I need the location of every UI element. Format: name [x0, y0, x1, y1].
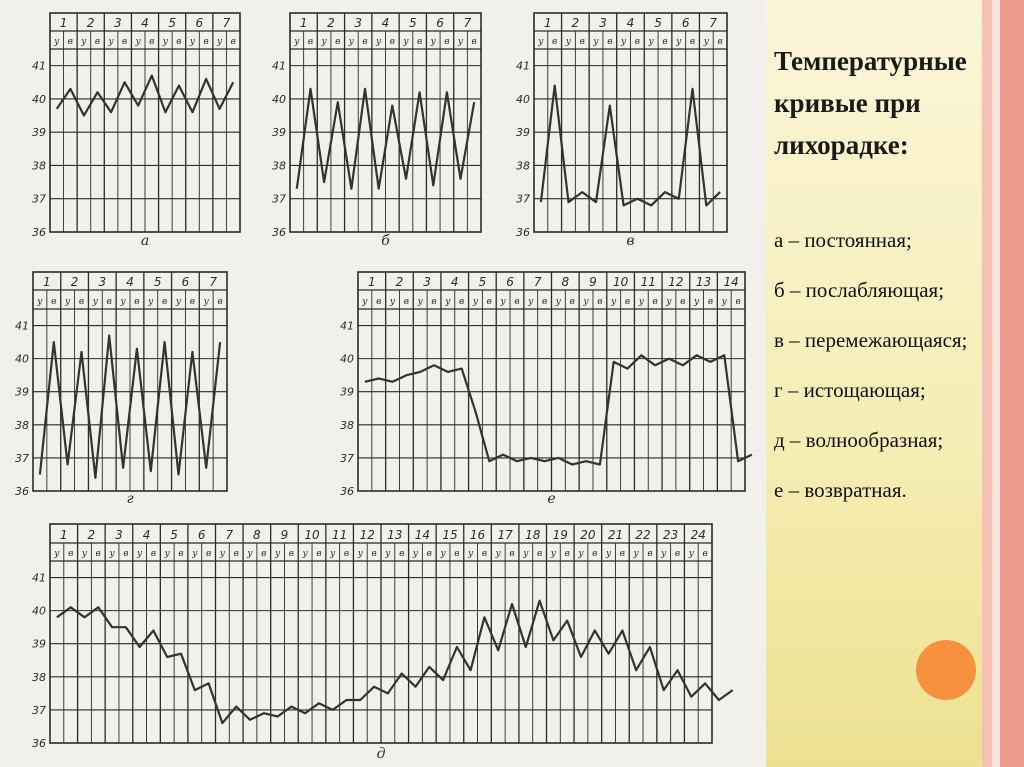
y-tick-label: 36 — [32, 737, 46, 750]
time-of-day-label: у — [500, 297, 506, 307]
time-of-day-label: в — [67, 37, 73, 47]
time-of-day-label: у — [164, 549, 170, 559]
time-of-day-label: у — [357, 549, 363, 559]
time-of-day-label: в — [416, 37, 423, 47]
y-tick-label: 41 — [272, 59, 286, 73]
time-of-day-label: у — [538, 37, 544, 47]
time-of-day-label: в — [607, 37, 613, 47]
time-of-day-label: у — [162, 37, 168, 47]
time-of-day-label: у — [247, 549, 253, 559]
time-of-day-label: в — [597, 297, 603, 307]
time-of-day-label: в — [619, 549, 625, 559]
day-label: 12 — [668, 275, 684, 289]
time-of-day-label: у — [472, 297, 479, 307]
time-of-day-label: у — [638, 297, 644, 307]
y-tick-label: 39 — [272, 126, 286, 140]
time-of-day-label: в — [674, 549, 681, 559]
y-tick-label: 40 — [32, 604, 46, 618]
decor-stripe — [992, 0, 1000, 767]
time-of-day-label: в — [592, 549, 598, 559]
time-of-day-label: у — [605, 549, 612, 559]
time-of-day-label: в — [680, 297, 686, 307]
time-of-day-label: у — [148, 297, 154, 307]
y-tick-label: 41 — [340, 319, 354, 333]
time-of-day-label: в — [707, 297, 714, 307]
day-label: 24 — [690, 528, 706, 542]
time-of-day-label: у — [203, 297, 209, 307]
time-of-day-label: у — [528, 297, 534, 307]
y-tick-label: 38 — [15, 418, 29, 432]
day-label: 5 — [153, 275, 162, 289]
y-tick-label: 39 — [516, 126, 530, 140]
y-tick-label: 37 — [516, 192, 530, 206]
y-tick-label: 40 — [340, 352, 354, 366]
time-of-day-label: в — [536, 549, 543, 559]
chart-letter-label: г — [126, 491, 134, 507]
day-label: 10 — [612, 275, 629, 289]
time-of-day-label: в — [316, 549, 322, 559]
time-of-day-label: у — [666, 297, 672, 307]
time-of-day-label: у — [593, 37, 599, 47]
day-label: 22 — [635, 528, 651, 542]
day-label: 11 — [640, 275, 656, 289]
temperature-chart — [15, 272, 227, 507]
time-of-day-label: у — [362, 297, 368, 307]
y-tick-label: 36 — [340, 485, 354, 498]
day-label: 4 — [381, 16, 390, 30]
time-of-day-label: в — [150, 549, 157, 559]
time-of-day-label: у — [457, 37, 464, 47]
time-of-day-label: у — [495, 549, 501, 559]
fever-type-legend — [774, 228, 1014, 528]
time-of-day-label: у — [302, 549, 308, 559]
day-label: 7 — [222, 16, 231, 30]
time-of-day-label: у — [633, 549, 639, 559]
y-tick-label: 41 — [516, 59, 530, 73]
temperature-chart — [272, 13, 481, 249]
time-of-day-label: в — [735, 297, 741, 307]
time-of-day-label: у — [676, 37, 682, 47]
day-label: 4 — [626, 16, 635, 30]
chart-letter-label: в — [626, 233, 635, 249]
day-label: 20 — [580, 528, 596, 542]
chart-letter-label: д — [376, 746, 386, 762]
time-of-day-label: у — [550, 549, 557, 559]
day-label: 7 — [709, 16, 718, 30]
day-label: 2 — [327, 16, 335, 30]
day-label: 1 — [59, 528, 68, 542]
y-tick-label: 41 — [32, 571, 46, 585]
y-tick-label: 40 — [272, 92, 286, 106]
time-of-day-label: в — [203, 37, 209, 47]
day-label: 2 — [395, 275, 404, 289]
day-label: 6 — [436, 16, 444, 30]
day-label: 1 — [59, 16, 68, 30]
title-line: лихорадке: — [774, 130, 909, 160]
time-of-day-label: в — [122, 37, 128, 47]
day-label: 2 — [86, 16, 95, 30]
time-of-day-label: в — [564, 549, 570, 559]
time-of-day-label: у — [412, 549, 419, 559]
y-tick-label: 38 — [340, 418, 354, 432]
time-of-day-label: в — [205, 549, 212, 559]
time-of-day-label: у — [348, 37, 355, 47]
y-tick-label: 37 — [272, 192, 286, 206]
day-label: 14 — [723, 275, 739, 289]
day-label: 9 — [589, 275, 597, 289]
legend-item: а – постоянная; — [774, 228, 912, 252]
time-of-day-label: у — [583, 297, 589, 307]
y-tick-label: 41 — [15, 319, 29, 333]
day-label: 19 — [552, 528, 568, 542]
y-tick-label: 37 — [32, 192, 46, 206]
day-label: 4 — [142, 528, 151, 542]
time-of-day-label: в — [78, 297, 85, 307]
time-of-day-label: в — [403, 297, 409, 307]
time-of-day-label: у — [321, 37, 327, 47]
time-of-day-label: в — [481, 549, 488, 559]
time-of-day-label: у — [274, 549, 281, 559]
y-tick-label: 41 — [32, 59, 46, 73]
day-label: 4 — [141, 16, 149, 30]
day-label: 5 — [408, 16, 417, 30]
time-of-day-label: в — [95, 549, 101, 559]
time-of-day-label: у — [403, 37, 409, 47]
title-line: Температурные — [774, 46, 967, 76]
time-of-day-label: в — [68, 549, 74, 559]
legend-item: д – волнообразная; — [774, 428, 944, 452]
day-label: 8 — [561, 275, 570, 289]
legend-item: в – перемежающаяся; — [774, 328, 968, 352]
time-of-day-label: в — [624, 297, 631, 307]
day-label: 1 — [43, 275, 51, 289]
time-of-day-label: у — [578, 549, 584, 559]
day-label: 3 — [115, 528, 123, 542]
y-tick-label: 36 — [516, 226, 530, 239]
day-label: 5 — [168, 16, 176, 30]
y-tick-label: 40 — [15, 352, 29, 366]
title-line: кривые при — [774, 88, 921, 118]
time-of-day-label: в — [176, 37, 182, 47]
time-of-day-label: у — [440, 549, 446, 559]
decor-stripe — [1000, 0, 1024, 767]
time-of-day-label: у — [54, 549, 60, 559]
day-label: 5 — [654, 16, 662, 30]
day-label: 3 — [114, 16, 122, 30]
time-of-day-label: у — [135, 37, 141, 47]
time-of-day-label: у — [81, 37, 87, 47]
time-of-day-label: у — [81, 549, 88, 559]
time-of-day-label: у — [217, 37, 223, 47]
day-label: 1 — [368, 275, 376, 289]
time-of-day-label: в — [217, 297, 223, 307]
time-of-day-label: в — [634, 37, 641, 47]
y-tick-label: 37 — [15, 451, 29, 465]
time-of-day-label: у — [555, 297, 562, 307]
day-label: 23 — [662, 528, 679, 542]
day-label: 3 — [599, 16, 607, 30]
day-label: 5 — [478, 275, 487, 289]
time-of-day-label: в — [288, 549, 294, 559]
time-of-day-label: у — [648, 37, 654, 47]
temperature-line — [365, 355, 752, 464]
time-of-day-label: у — [620, 37, 627, 47]
time-of-day-label: в — [569, 297, 575, 307]
orange-dot-decoration — [916, 640, 976, 700]
time-of-day-label: у — [189, 37, 196, 47]
time-of-day-label: у — [92, 297, 98, 307]
time-of-day-label: в — [662, 37, 668, 47]
day-label: 4 — [126, 275, 134, 289]
time-of-day-label: в — [399, 549, 405, 559]
time-of-day-label: в — [371, 549, 377, 559]
time-of-day-label: в — [454, 549, 460, 559]
day-label: 6 — [195, 16, 204, 30]
day-label: 6 — [506, 275, 514, 289]
y-tick-label: 40 — [516, 92, 530, 106]
time-of-day-label: у — [37, 297, 43, 307]
day-label: 11 — [331, 528, 348, 542]
y-tick-label: 38 — [32, 159, 46, 173]
time-of-day-label: в — [335, 37, 341, 47]
time-of-day-label: в — [444, 37, 450, 47]
day-label: 13 — [695, 275, 712, 289]
time-of-day-label: у — [54, 37, 60, 47]
temperature-chart — [516, 13, 727, 249]
day-label: 12 — [359, 528, 375, 542]
time-of-day-label: в — [51, 297, 57, 307]
time-of-day-label: у — [120, 297, 126, 307]
time-of-day-label: в — [162, 297, 168, 307]
time-of-day-label: в — [233, 549, 239, 559]
time-of-day-label: у — [389, 297, 396, 307]
time-of-day-label: у — [688, 549, 694, 559]
time-of-day-label: у — [417, 297, 423, 307]
day-label: 13 — [387, 528, 403, 542]
day-label: 5 — [170, 528, 178, 542]
time-of-day-label: у — [137, 549, 143, 559]
time-of-day-label: в — [307, 37, 314, 47]
day-label: 7 — [225, 528, 234, 542]
y-tick-label: 40 — [32, 92, 46, 106]
time-of-day-label: в — [702, 549, 708, 559]
day-label: 2 — [571, 16, 580, 30]
time-of-day-label: в — [123, 549, 129, 559]
time-of-day-label: у — [376, 37, 382, 47]
time-of-day-label: в — [134, 297, 140, 307]
y-tick-label: 39 — [340, 385, 354, 399]
day-label: 9 — [280, 528, 289, 542]
day-label: 4 — [450, 275, 459, 289]
day-label: 1 — [299, 16, 308, 30]
day-label: 1 — [543, 16, 552, 30]
day-label: 3 — [98, 275, 107, 289]
temperature-chart — [340, 272, 752, 507]
day-label: 7 — [533, 275, 542, 289]
day-label: 6 — [197, 528, 206, 542]
time-of-day-label: у — [330, 549, 336, 559]
time-of-day-label: в — [362, 37, 368, 47]
day-label: 8 — [253, 528, 261, 542]
day-label: 6 — [681, 16, 690, 30]
y-tick-label: 39 — [32, 637, 46, 651]
time-of-day-label: у — [385, 549, 391, 559]
y-tick-label: 37 — [340, 451, 354, 465]
time-of-day-label: у — [694, 297, 700, 307]
time-of-day-label: у — [565, 37, 572, 47]
day-label: 7 — [209, 275, 217, 289]
time-of-day-label: у — [65, 297, 71, 307]
time-of-day-label: в — [652, 297, 658, 307]
day-label: 2 — [70, 275, 79, 289]
day-label: 21 — [607, 528, 624, 542]
temperature-chart — [32, 524, 733, 762]
day-label: 10 — [304, 528, 320, 542]
time-of-day-label: в — [541, 297, 548, 307]
time-of-day-label: в — [230, 37, 236, 47]
day-label: 7 — [463, 16, 472, 30]
day-label: 16 — [469, 528, 486, 542]
time-of-day-label: в — [261, 549, 267, 559]
time-of-day-label: у — [611, 297, 617, 307]
time-of-day-label: у — [108, 37, 114, 47]
chart-letter-label: а — [140, 233, 150, 249]
temperature-chart — [32, 13, 240, 249]
time-of-day-label: в — [189, 297, 195, 307]
time-of-day-label: у — [192, 549, 198, 559]
y-tick-label: 39 — [32, 126, 46, 140]
legend-item: г – истощающая; — [774, 378, 926, 402]
day-label: 3 — [354, 16, 363, 30]
y-tick-label: 38 — [32, 670, 46, 684]
y-tick-label: 36 — [272, 226, 286, 239]
time-of-day-label: в — [431, 297, 437, 307]
time-of-day-label: у — [721, 297, 727, 307]
decor-stripe — [982, 0, 992, 767]
time-of-day-label: в — [178, 549, 184, 559]
time-of-day-label: в — [376, 297, 382, 307]
time-of-day-label: у — [523, 549, 529, 559]
y-tick-label: 37 — [32, 703, 46, 717]
day-label: 14 — [414, 528, 431, 542]
time-of-day-label: у — [661, 549, 667, 559]
chart-letter-label: е — [547, 491, 556, 507]
time-of-day-label: в — [106, 297, 112, 307]
chart-letter-label: б — [381, 233, 390, 249]
time-of-day-label: в — [94, 37, 101, 47]
time-of-day-label: в — [486, 297, 492, 307]
time-of-day-label: в — [717, 37, 723, 47]
time-of-day-label: в — [579, 37, 585, 47]
day-label: 6 — [181, 275, 190, 289]
time-of-day-label: в — [509, 549, 515, 559]
day-label: 15 — [442, 528, 458, 542]
time-of-day-label: в — [459, 297, 465, 307]
time-of-day-label: у — [294, 37, 300, 47]
day-label: 18 — [525, 528, 541, 542]
y-tick-label: 36 — [32, 226, 46, 239]
y-tick-label: 39 — [15, 385, 29, 399]
time-of-day-label: в — [647, 549, 653, 559]
y-tick-label: 36 — [15, 485, 29, 498]
legend-item: б – послабляющая; — [774, 278, 945, 302]
time-of-day-label: у — [445, 297, 451, 307]
day-label: 17 — [497, 528, 513, 542]
time-of-day-label: в — [389, 37, 395, 47]
time-of-day-label: в — [149, 37, 155, 47]
time-of-day-label: у — [703, 37, 709, 47]
time-of-day-label: в — [343, 549, 350, 559]
time-of-day-label: у — [219, 549, 226, 559]
y-tick-label: 38 — [272, 159, 286, 173]
legend-item: е – возвратная. — [774, 478, 907, 502]
time-of-day-label: у — [175, 297, 182, 307]
time-of-day-label: в — [689, 37, 696, 47]
day-label: 2 — [87, 528, 96, 542]
y-tick-label: 38 — [516, 159, 530, 173]
time-of-day-label: в — [552, 37, 558, 47]
day-label: 3 — [423, 275, 431, 289]
time-of-day-label: у — [109, 549, 115, 559]
time-of-day-label: у — [468, 549, 474, 559]
time-of-day-label: в — [514, 297, 520, 307]
time-of-day-label: у — [430, 37, 436, 47]
time-of-day-label: в — [426, 549, 432, 559]
time-of-day-label: в — [471, 37, 477, 47]
